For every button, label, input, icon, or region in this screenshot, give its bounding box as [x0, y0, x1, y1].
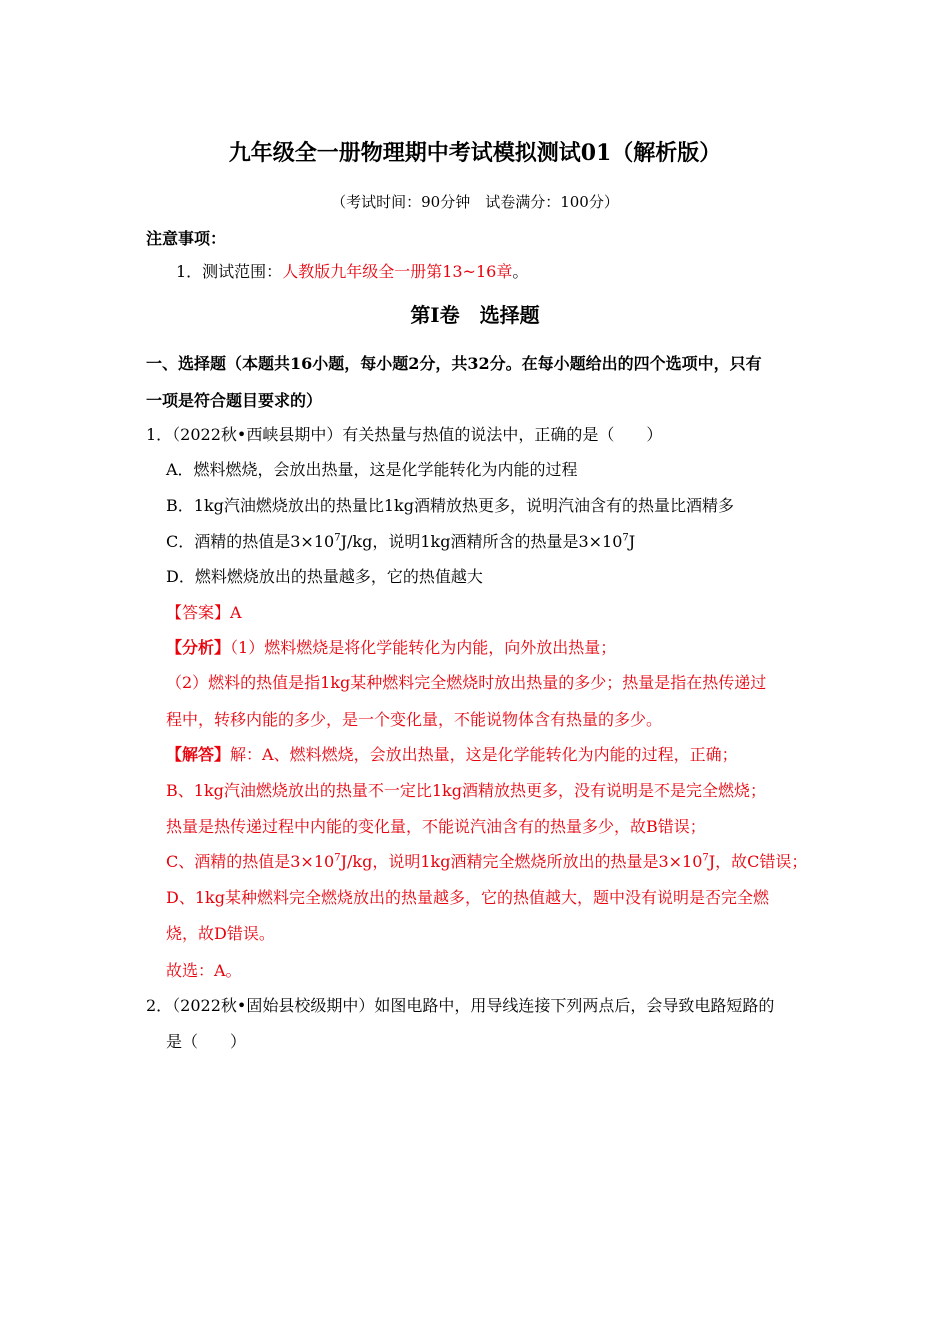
question-2-stem-line1: 2．（2022秋•固始县校级期中）如图电路中，用导线连接下列两点后，会导致电路短路的 [146, 996, 775, 1015]
solution-label: 【解答】 [166, 745, 231, 764]
option-c-exponent-1: 7 [334, 532, 341, 544]
solution-line-d2: 烧，故D错误。 [166, 924, 275, 943]
choice-line: 故选：A。 [166, 961, 242, 980]
question-1-option-b: B．1kg汽油燃烧放出的热量比1kg酒精放热更多，说明汽油含有的热量比酒精多 [166, 496, 734, 515]
section-title: 第Ⅰ卷 选择题 [410, 303, 540, 327]
analysis-text-1: （1）燃料燃烧是将化学能转化为内能，向外放出热量； [230, 638, 617, 657]
notice-item-scope: 人教版九年级全一册第13~16章 [282, 262, 513, 281]
option-c-exponent-2: 7 [622, 532, 629, 544]
analysis-label: 【分析】 [166, 638, 231, 657]
notice-item [176, 262, 528, 282]
answer-label: 【答案】 [166, 603, 231, 622]
notice-heading: 注意事项： [146, 229, 227, 248]
page-title: 九年级全一册物理期中考试模拟测试01（解析版） [228, 140, 722, 166]
part-heading-line1: 一、选择题（本题共16小题，每小题2分，共32分。在每小题给出的四个选项中，只有 [146, 354, 762, 373]
part-heading-line2: 一项是符合题目要求的） [146, 391, 323, 410]
option-c-text-3: J [628, 532, 636, 551]
analysis-line-3: 程中，转移内能的多少，是一个变化量，不能说物体含有热量的多少。 [166, 710, 663, 729]
solution-c-text-2: J/kg，说明1kg酒精完全燃烧所放出的热量是3×10 [340, 852, 703, 871]
solution-line-a [166, 745, 738, 765]
solution-c-exponent-2: 7 [702, 852, 709, 864]
solution-text-a: 解：A、燃料燃烧，会放出热量，这是化学能转化为内能的过程，正确； [230, 745, 738, 764]
solution-line-d1: D、1kg某种燃料完全燃烧放出的热量越多，它的热值越大，题中没有说明是否完全燃 [166, 888, 769, 907]
answer-value: A [230, 603, 242, 622]
answer-line [166, 603, 242, 623]
question-1-stem: 1．（2022秋•西峡县期中）有关热量与热值的说法中，正确的是（ ） [146, 425, 663, 444]
solution-line-b2: 热量是热传递过程中内能的变化量，不能说汽油含有的热量多少，故B错误； [166, 817, 706, 836]
notice-item-suffix: 。 [512, 262, 529, 281]
solution-line-c [166, 852, 807, 872]
option-c-text-1: C．酒精的热值是3×10 [166, 532, 335, 551]
question-1-option-a: A．燃料燃烧，会放出热量，这是化学能转化为内能的过程 [166, 460, 578, 479]
analysis-line-1 [166, 638, 616, 658]
solution-c-text-3: J，故C错误； [708, 852, 808, 871]
solution-line-b1: B、1kg汽油燃烧放出的热量不一定比1kg酒精放热更多，没有说明是不是完全燃烧； [166, 781, 766, 800]
solution-c-exponent-1: 7 [334, 852, 341, 864]
notice-item-prefix: 1．测试范围： [176, 262, 283, 281]
analysis-line-2: （2）燃料的热值是指1kg某种燃料完全燃烧时放出热量的多少；热量是指在热传递过 [166, 673, 767, 692]
question-2-stem-line2: 是（ ） [166, 1032, 247, 1051]
solution-c-text-1: C、酒精的热值是3×10 [166, 852, 335, 871]
option-c-text-2: J/kg，说明1kg酒精所含的热量是3×10 [340, 532, 623, 551]
question-1-option-d: D．燃料燃烧放出的热量越多，它的热值越大 [166, 567, 483, 586]
exam-info: （考试时间：90分钟 试卷满分：100分） [331, 193, 619, 211]
question-1-option-c [166, 532, 635, 552]
